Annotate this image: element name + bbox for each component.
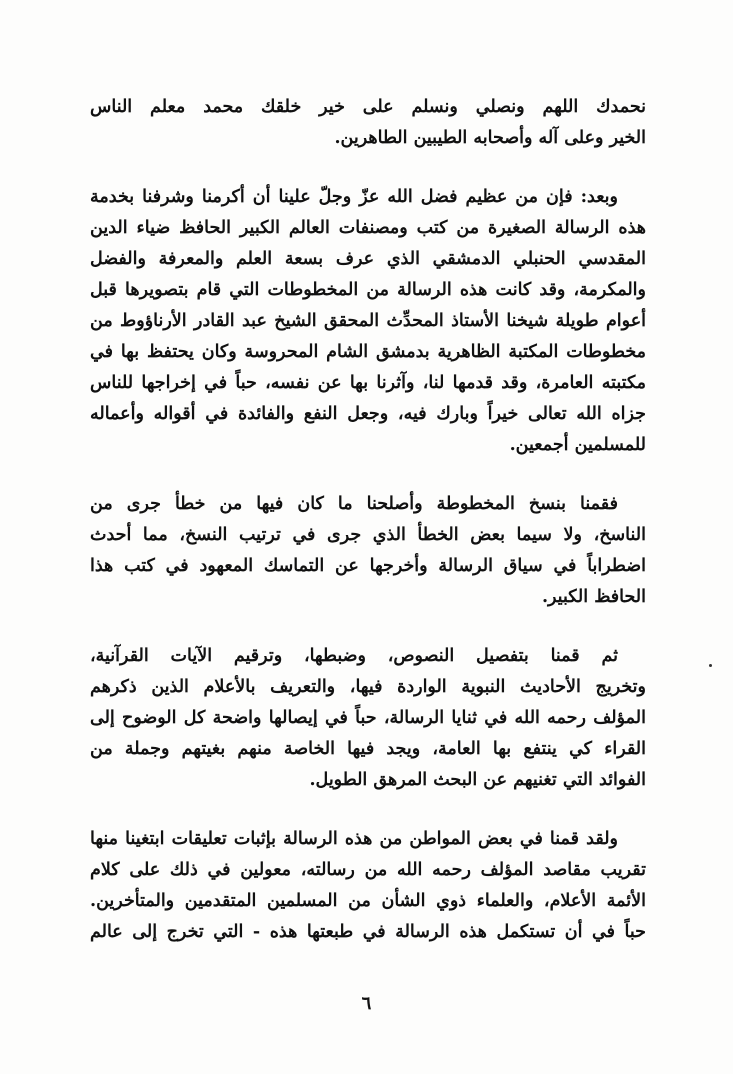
text-line: حباً في أن تستكمل هذه الرسالة في طبعتها هذه - التي تخرج إلى عالم [90,922,646,942]
paragraph-manuscript-copying [90,489,646,613]
text-line: الناسخ، ولا سيما بعض الخطأ الذي جرى في ترتيب النسخ، مما أحدث [90,525,646,545]
text-line: الخير وعلى آله وأصحابه الطيبين الطاهرين. [334,128,646,148]
text-line: للمسلمين أجمعين. [509,435,646,455]
text-line: فقمنا بنسخ المخطوطة وأصلحنا ما كان فيها من خطأ جرى من [90,494,618,514]
text-line: نحمدك اللهم ونصلي ونسلم على خير خلقك محمد معلم الناس [90,97,646,117]
paragraph-introduction [90,182,646,461]
text-line: الحافظ الكبير. [541,587,646,607]
text-line: جزاه الله تعالى خيراً وبارك فيه، وجعل النفع والفائدة في أقواله وأعماله [90,404,646,424]
page-body [90,92,646,976]
text-line: مكتبته العامرة، وقد قدمها لنا، وآثرنا بها عن نفسه، حباً في إخراجها للناس [90,373,646,393]
paragraph-annotations [90,824,646,948]
scan-speck [709,664,712,667]
text-line: الفوائد التي تغنيهم عن البحث المرهق الطويل. [309,770,646,790]
page-number: ٦ [361,993,372,1014]
text-line: المؤلف رحمه الله في ثنايا الرسالة، حباً في إيصالها واضحة كل الوضوح إلى [90,708,646,728]
text-line: اضطراباً في سياق الرسالة وأخرجها عن التماسك المعهود في كتب هذا [90,556,646,576]
text-line: وبعد: فإن من عظيم فضل الله عزّ وجلّ علينا أن أكرمنا وشرفنا بخدمة [90,187,618,207]
paragraph-opening-praise [90,92,646,154]
text-line: هذه الرسالة الصغيرة من كتب ومصنفات العالم الكبير الحافظ ضياء الدين [90,218,646,238]
text-line: المقدسي الحنبلي الدمشقي الذي عرف بسعة العلم والمعرفة والفضل [90,249,646,269]
text-line: الأئمة الأعلام، والعلماء ذوي الشأن من المسلمين المتقدمين والمتأخرين. [90,891,646,911]
text-line: وتخريج الأحاديث النبوية الواردة فيها، والتعريف بالأعلام الذين ذكرهم [90,677,646,697]
text-line: والمكرمة، وقد كانت هذه الرسالة من المخطوطات التي قام بتصويرها قبل [90,280,646,300]
paragraph-editing-work [90,641,646,796]
text-line: القراء كي ينتفع بها العامة، ويجد فيها الخاصة منهم بغيتهم وجملة من [90,739,646,759]
text-line: مخطوطات المكتبة الظاهرية بدمشق الشام المحروسة وكان يحتفظ بها في [90,342,646,362]
text-line: أعوام طويلة شيخنا الأستاذ المحدِّث المحقق الشيخ عبد القادر الأرناؤوط من [90,311,646,331]
text-line: تقريب مقاصد المؤلف رحمه الله من رسالته، معولين في ذلك على كلام [90,860,646,880]
text-line: ثم قمنا بتفصيل النصوص، وضبطها، وترقيم الآيات القرآنية، [90,646,618,666]
text-line: ولقد قمنا في بعض المواطن من هذه الرسالة بإثبات تعليقات ابتغينا منها [90,829,618,849]
